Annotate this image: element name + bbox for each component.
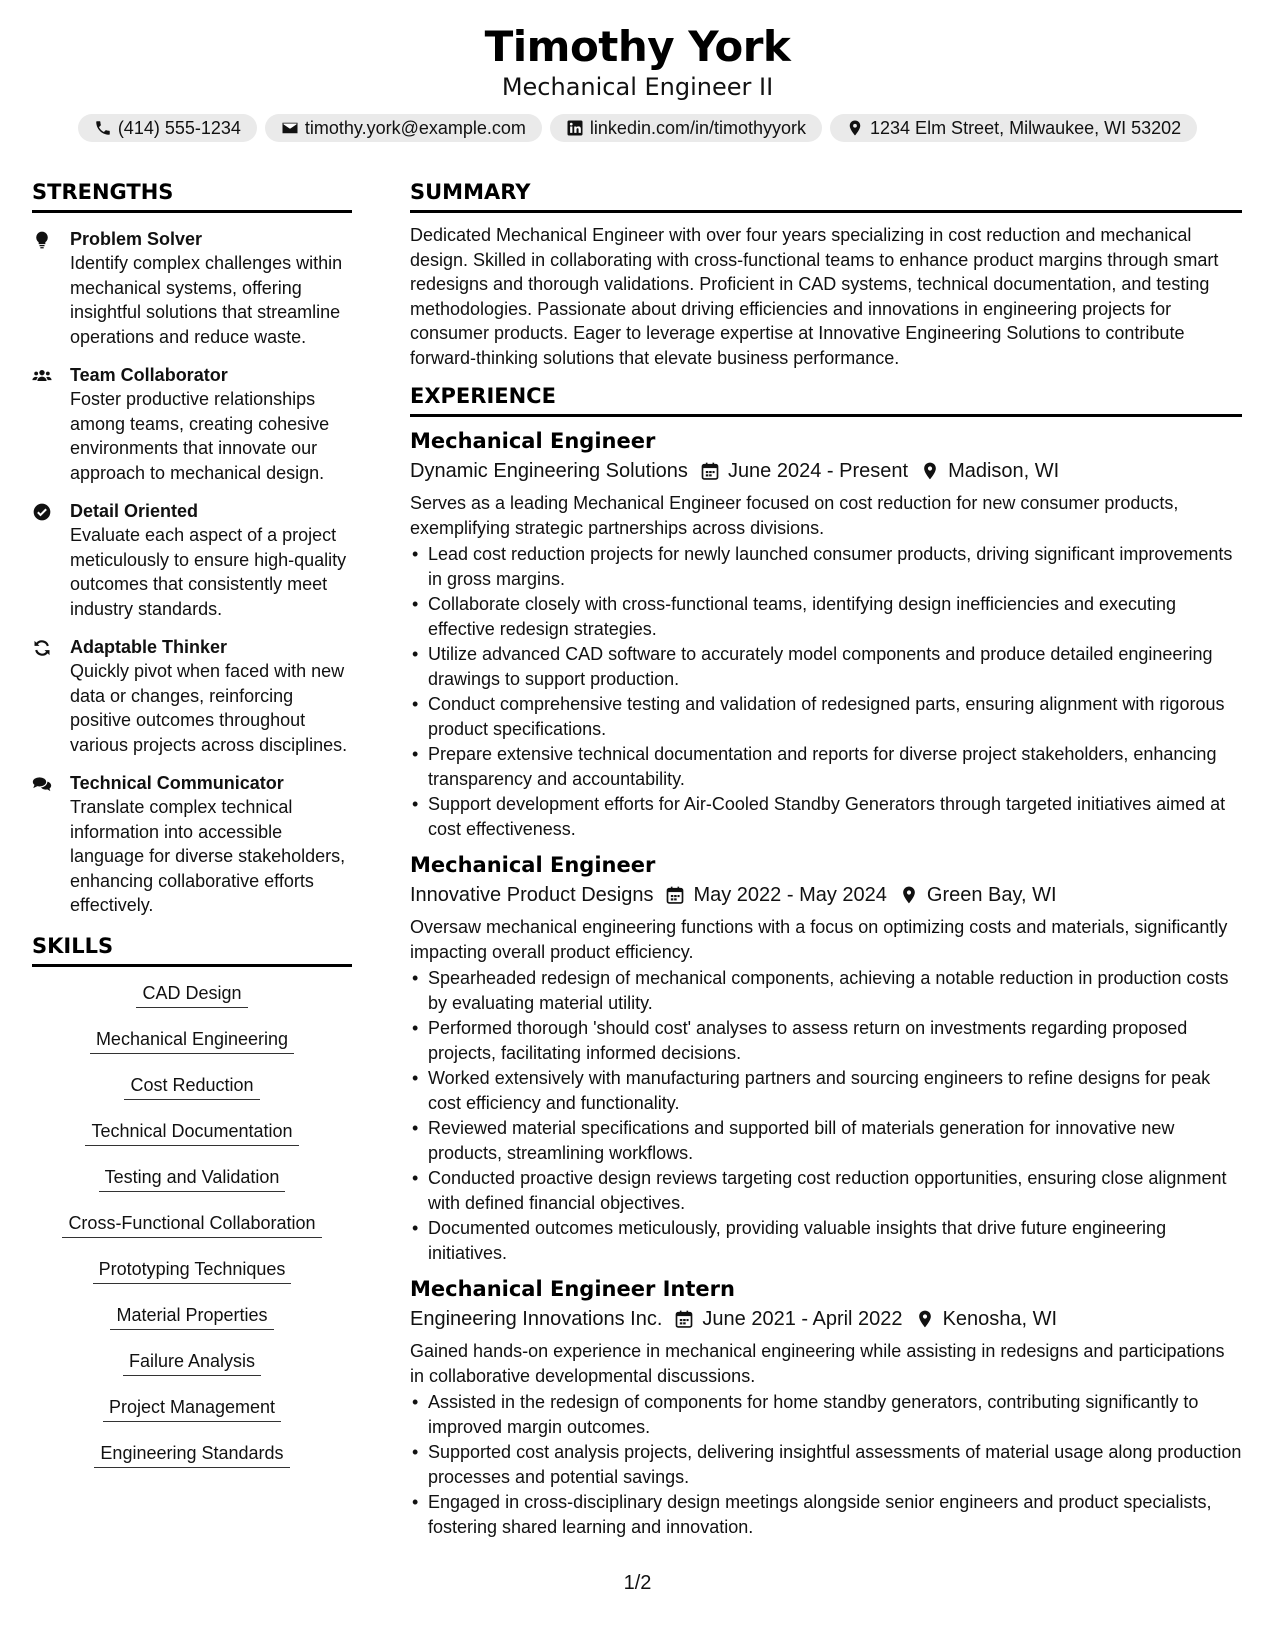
candidate-title: Mechanical Engineer II — [501, 73, 774, 101]
job-location: Kenosha, WI — [942, 1308, 1058, 1330]
skill-tag: Cost Reduction — [124, 1073, 259, 1100]
left-column — [32, 178, 352, 1540]
skill-tag: Technical Documentation — [85, 1119, 298, 1146]
job-company: Innovative Product Designs — [410, 884, 654, 906]
experience-heading: EXPERIENCE — [410, 382, 1242, 417]
job-meta — [410, 1305, 1242, 1333]
address-pill[interactable] — [830, 114, 1197, 142]
job-title: Mechanical Engineer — [410, 853, 656, 877]
job-bullet: • Engaged in cross-disciplinary design meetings alongside senior engineers and product specialists, fostering shared learning and innovation. — [410, 1490, 1242, 1539]
strength-item — [32, 771, 352, 918]
phone-pill[interactable] — [78, 114, 257, 142]
job-location: Green Bay, WI — [926, 884, 1057, 906]
strength-name: Technical Communicator — [70, 773, 284, 793]
skill-tag: Failure Analysis — [123, 1349, 261, 1376]
job-bullet: • Utilize advanced CAD software to accurately model components and produce detailed engineering drawings to support production. — [410, 642, 1242, 691]
job-bullet: • Documented outcomes meticulously, providing valuable insights that drive future engineering initiatives. — [410, 1216, 1242, 1265]
resume-header — [0, 0, 1275, 142]
skill-tag: Testing and Validation — [99, 1165, 286, 1192]
job-bullet: • Assisted in the redesign of components for home standby generators, contributing significantly to improved margin outcomes. — [410, 1390, 1242, 1439]
job-dates: June 2021 - April 2022 — [702, 1308, 903, 1330]
contact-bar — [0, 114, 1275, 142]
address-text: 1234 Elm Street, Milwaukee, WI 53202 — [870, 118, 1182, 138]
skill-tag: CAD Design — [136, 981, 247, 1008]
envelope-icon — [281, 119, 299, 137]
strength-item — [32, 363, 352, 485]
comments-icon — [32, 774, 52, 794]
summary-text: Dedicated Mechanical Engineer with over four years specializing in cost reduction and mechanical design. Skilled in collaborating with cross-functional teams to enhance product margins through smart redesigns and thorough validations. Proficient in CAD systems, technical documentation, and testing methodologies. Passionate about driving efficiencies and innovations in engineering projects for consumer products. Eager to leverage expertise at Innovative Engineering Solutions to contribute forward-thinking solutions that elevate business performance. — [410, 225, 1219, 368]
job-meta — [410, 457, 1242, 485]
job-bullet: • Support development efforts for Air-Cooled Standby Generators through targeted initiatives aimed at cost effectiveness. — [410, 792, 1242, 841]
job-description: Serves as a leading Mechanical Engineer focused on cost reduction for new consumer products, exemplifying strategic partnerships across divisions. — [410, 493, 1179, 538]
job-bullet: • Spearheaded redesign of mechanical components, achieving a notable reduction in production costs by evaluating material utility. — [410, 966, 1242, 1015]
job-bullet: • Conduct comprehensive testing and validation of redesigned parts, ensuring alignment with rigorous product specifications. — [410, 692, 1242, 741]
job-bullet: • Reviewed material specifications and supported bill of materials generation for innovative new products, streamlining workflows. — [410, 1116, 1242, 1165]
skill-tag: Engineering Standards — [94, 1441, 289, 1468]
map-pin-icon — [899, 885, 919, 905]
right-column — [410, 178, 1242, 1540]
map-pin-icon — [915, 1309, 935, 1329]
strength-desc: Translate complex technical information into accessible language for diverse stakeholders, enhancing collaborative efforts effectively. — [70, 797, 346, 915]
job-description: Oversaw mechanical engineering functions with a focus on optimizing costs and materials, significantly impacting overall product efficiency. — [410, 917, 1228, 962]
skill-tag: Mechanical Engineering — [90, 1027, 294, 1054]
strength-item — [32, 227, 352, 349]
job-dates: June 2024 - Present — [727, 460, 909, 482]
strength-name: Detail Oriented — [70, 501, 199, 521]
job-dates: May 2022 - May 2024 — [693, 884, 887, 906]
strengths-list — [32, 227, 352, 918]
calendar-icon — [674, 1309, 694, 1329]
job-entry — [410, 1275, 1242, 1539]
users-icon — [32, 366, 52, 386]
check-circle-icon — [32, 502, 52, 522]
candidate-name: Timothy York — [484, 22, 791, 71]
sync-icon — [32, 638, 52, 658]
skills-list — [32, 981, 352, 1487]
email-pill[interactable] — [265, 114, 542, 142]
calendar-icon — [700, 461, 720, 481]
job-bullet: • Conducted proactive design reviews targeting cost reduction opportunities, ensuring close alignment with defined financial objectives. — [410, 1166, 1242, 1215]
job-title: Mechanical Engineer — [410, 429, 656, 453]
linkedin-text: linkedin.com/in/timothyyork — [589, 118, 807, 138]
job-bullet: • Collaborate closely with cross-functional teams, identifying design inefficiencies and executing effective redesign strategies. — [410, 592, 1242, 641]
page-number: 1/2 — [623, 1572, 652, 1594]
job-bullet: • Supported cost analysis projects, delivering insightful assessments of material usage along production processes and potential savings. — [410, 1440, 1242, 1489]
skills-heading: SKILLS — [32, 932, 352, 967]
job-company: Dynamic Engineering Solutions — [410, 460, 688, 482]
strength-desc: Quickly pivot when faced with new data or changes, reinforcing positive outcomes throughout various projects across disciplines. — [70, 661, 348, 755]
phone-icon — [94, 119, 112, 137]
strength-desc: Identify complex challenges within mechanical systems, offering insightful solutions that streamline operations and reduce waste. — [70, 253, 343, 347]
strengths-heading: STRENGTHS — [32, 178, 352, 213]
calendar-icon — [665, 885, 685, 905]
job-bullets — [410, 966, 1242, 1265]
job-location: Madison, WI — [948, 460, 1060, 482]
strength-item — [32, 499, 352, 621]
job-bullet: • Performed thorough 'should cost' analyses to assess return on investments regarding proposed projects, facilitating informed decisions. — [410, 1016, 1242, 1065]
summary-heading: SUMMARY — [410, 178, 1242, 213]
strength-name: Adaptable Thinker — [70, 637, 228, 657]
email-text: timothy.york@example.com — [304, 118, 526, 138]
resume-body — [32, 178, 1243, 1540]
job-entry — [410, 427, 1242, 841]
job-bullet: • Worked extensively with manufacturing partners and sourcing engineers to refine designs for peak cost efficiency and functionality. — [410, 1066, 1242, 1115]
job-bullets — [410, 542, 1242, 841]
job-company: Engineering Innovations Inc. — [410, 1308, 663, 1330]
linkedin-pill[interactable] — [550, 114, 822, 142]
strength-item — [32, 635, 352, 757]
job-entry — [410, 851, 1242, 1265]
linkedin-icon — [566, 119, 584, 137]
job-title: Mechanical Engineer Intern — [410, 1277, 735, 1301]
map-pin-icon — [920, 461, 940, 481]
lightbulb-icon — [32, 230, 52, 250]
strength-name: Team Collaborator — [70, 365, 228, 385]
job-bullets — [410, 1390, 1242, 1539]
skill-tag: Material Properties — [110, 1303, 273, 1330]
job-meta — [410, 881, 1242, 909]
job-bullet: • Prepare extensive technical documentation and reports for diverse project stakeholders, enhancing transparency and accountability. — [410, 742, 1242, 791]
skill-tag: Cross-Functional Collaboration — [62, 1211, 321, 1238]
strength-desc: Evaluate each aspect of a project meticulously to ensure high-quality outcomes that consistently meet industry standards. — [70, 525, 347, 619]
skill-tag: Project Management — [103, 1395, 281, 1422]
map-pin-icon — [846, 119, 864, 137]
phone-text: (414) 555-1234 — [117, 118, 241, 138]
job-description: Gained hands-on experience in mechanical engineering while assisting in redesigns and participations in collaborative developmental discussions. — [410, 1341, 1225, 1386]
strength-desc: Foster productive relationships among teams, creating cohesive environments that innovate our approach to mechanical design. — [70, 389, 330, 483]
job-bullet: • Lead cost reduction projects for newly launched consumer products, driving significant improvements in gross margins. — [410, 542, 1242, 591]
strength-name: Problem Solver — [70, 229, 203, 249]
skill-tag: Prototyping Techniques — [93, 1257, 292, 1284]
